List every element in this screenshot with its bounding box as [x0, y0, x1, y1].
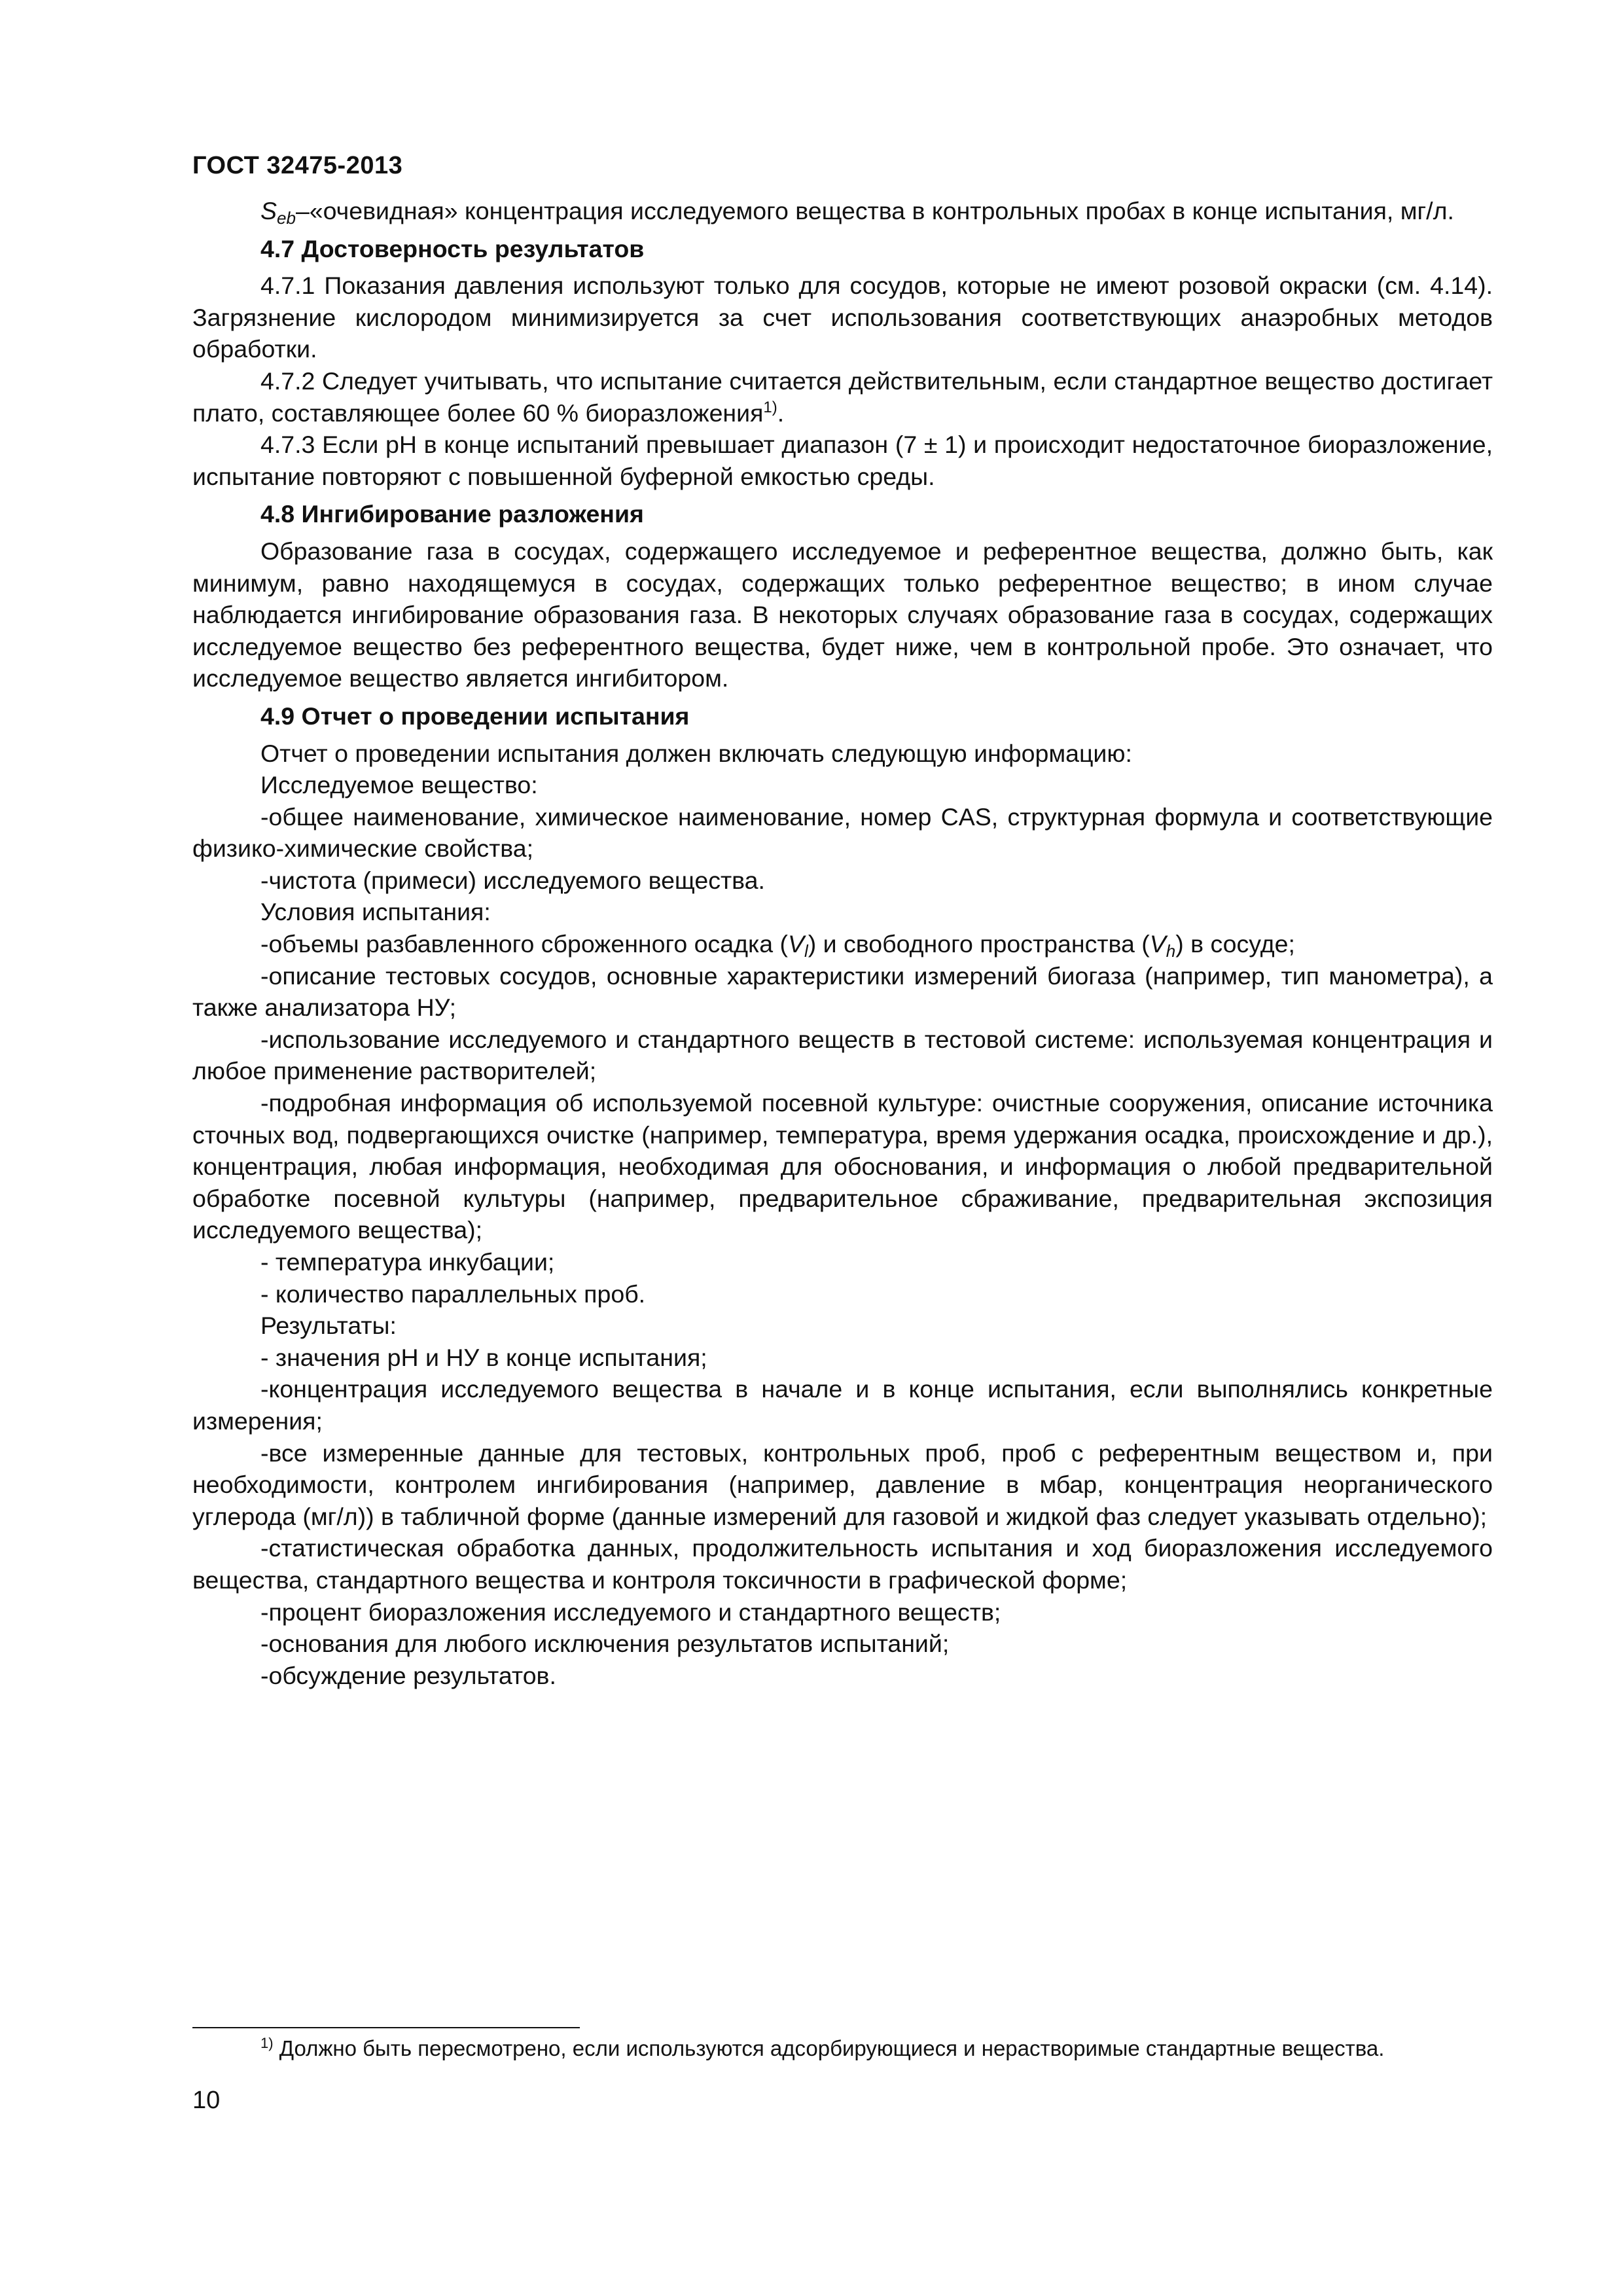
list-item: -чистота (примеси) исследуемого вещества.: [260, 866, 765, 894]
paragraph-4-7-3: 4.7.3 Если pH в конце испытаний превышает диапазон (7 ± 1) и происходит недостаточное биоразложение, испытание повторяют с повышенной буферной емкостью среды.: [192, 431, 1493, 490]
vh-variable: $V_h$: [1149, 930, 1176, 961]
seb-definition: [192, 195, 1493, 227]
section-4-8-heading: 4.8 Ингибирование разложения: [260, 500, 644, 528]
list-item: -концентрация исследуемого вещества в начале и в конце испытания, если выполнялись конкретные измерения;: [192, 1375, 1493, 1435]
paragraph-4-7-1: 4.7.1 Показания давления используют только для сосудов, которые не имеют розовой окраски (см. 4.14). Загрязнение кислородом минимизируется за счет использования соответствующих анаэробных методов обработки.: [192, 272, 1493, 363]
list-item: -обсуждение результатов.: [260, 1661, 556, 1689]
footnote: [192, 2034, 1493, 2062]
page-body: [192, 195, 1493, 1691]
seb-definition-text: –«очевидная» концентрация исследуемого вещества в контрольных пробах в конце: [295, 197, 1258, 224]
list-item: - значения pH и НУ в конце испытания;: [260, 1343, 707, 1371]
page-number: 10: [192, 2087, 221, 2114]
vl-variable: $V_l$: [787, 930, 808, 961]
list-item: -подробная информация об используемой посевной культуре: очистные сооружения, описание источника сточных вод, подвергающихся очистке (например, температура, время удержания осадка, происхождение и др.), концентрация, любая информация, необходимая для обоснования, и информация о любой предварительной обработке посевной культуры (например, предварительное сбраживание, предварительная экспозиция исследуемого вещества);: [192, 1089, 1493, 1244]
list-item: -все измеренные данные для тестовых, контрольных проб, проб с референтным веществом и, при необходимости, контролем ингибирования (например, давление в мбар, концентрация неорганического углерода (мг/л)) в табличной форме (данные измерений для газовой и жидкой фаз следует указывать отдельно);: [192, 1439, 1493, 1530]
footnote-divider: [192, 2027, 580, 2028]
footnote-reference: 1): [763, 398, 777, 416]
footnote-mark: 1): [260, 2035, 274, 2051]
list-item: -основания для любого исключения результатов испытаний;: [260, 1630, 950, 1658]
list-item: -процент биоразложения исследуемого и стандартного веществ;: [260, 1598, 1001, 1626]
substance-label: Исследуемое вещество:: [260, 771, 538, 799]
list-item: -статистическая обработка данных, продолжительность испытания и ход биоразложения исследуемого вещества, стандартного вещества и контроля токсичности в графической форме;: [192, 1534, 1493, 1594]
report-intro: Отчет о проведении испытания должен включать следующую информацию:: [260, 739, 1132, 767]
conditions-label: Условия испытания:: [260, 898, 491, 926]
list-item: -использование исследуемого и стандартного веществ в тестовой системе: используемая концентрация и любое применение растворителей;: [192, 1025, 1493, 1085]
section-4-7-heading: 4.7 Достоверность результатов: [260, 234, 645, 262]
list-item: - количество параллельных проб.: [260, 1280, 646, 1308]
seb-definition-text-end: испытания, мг/л.: [1264, 197, 1454, 224]
list-item: -описание тестовых сосудов, основные характеристики измерений биогаза (например, тип манометра), а также анализатора НУ;: [192, 961, 1493, 1022]
seb-variable: $S_{eb}$: [260, 197, 296, 228]
list-item: - температура инкубации;: [260, 1248, 555, 1276]
list-item: -объемы разбавленного сброженного осадка $(V_l)$ и свободного пространства $(V_h)$ в сосуде;: [260, 930, 1295, 961]
list-item: -общее наименование, химическое наименование, номер CAS, структурная формула и соответствующие физико-химические свойства;: [192, 802, 1493, 863]
paragraph-4-7-2: 4.7.2 Следует учитывать, что испытание считается действительным, если стандартное вещество достигает плато, составляющее более 60 % биоразложения$^{1)}$.: [192, 367, 1493, 427]
section-4-9-heading: 4.9 Отчет о проведении испытания: [260, 702, 690, 730]
footnote-text: Должно быть пересмотрено, если используются адсорбирующиеся и нерастворимые стандартные вещества.: [273, 2036, 1385, 2060]
results-label: Результаты:: [260, 1312, 397, 1340]
document-code-header: ГОСТ 32475-2013: [192, 152, 403, 179]
paragraph-4-8: Образование газа в сосудах, содержащего исследуемое и референтное вещества, должно быть, как минимум, равно находящемуся в сосудах, содержащих только референтное вещество; в ином случае наблюдается ингибирование образования газа. В некоторых случаях образование газа в сосудах, содержащих исследуемое вещество без референтного вещества, будет ниже, чем в контрольной пробе. Это означает, что исследуемое вещество является ингибитором.: [192, 537, 1493, 692]
